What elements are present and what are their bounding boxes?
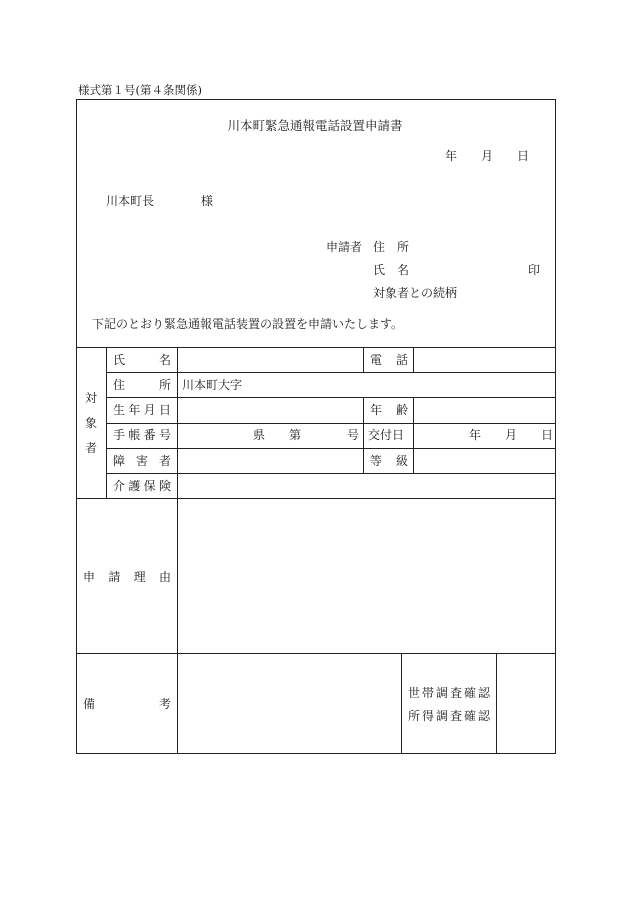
row-rule-4 <box>106 448 556 449</box>
addressee-name: 川本町長 <box>106 194 155 208</box>
income-check-label: 所得調査確認 <box>408 709 493 723</box>
household-check-label: 世帯調査確認 <box>408 686 493 700</box>
row-rule-3 <box>106 423 556 424</box>
mid-label-right-rule <box>413 397 414 473</box>
applicant-label: 申請者 <box>326 240 363 254</box>
subject-age-label: 年 齢 <box>370 403 408 417</box>
subject-address-value: 川本町大字 <box>182 378 243 392</box>
remarks-label: 備 考 <box>83 697 171 711</box>
application-reason-label: 申 請 理 由 <box>83 570 171 584</box>
subject-name-label: 氏 名 <box>113 353 171 367</box>
date-day-label: 日 <box>517 149 530 163</box>
application-statement: 下記のとおり緊急通報電話装置の設置を申請いたします。 <box>92 317 404 331</box>
form-number-label: 様式第１号(第４条関係) <box>78 83 202 97</box>
phone-label-left-rule <box>363 347 364 372</box>
row-rule-5 <box>106 473 556 474</box>
handbook-number-label: 手 帳 番 号 <box>113 428 171 442</box>
form-title: 川本町緊急通報電話設置申請書 <box>227 118 403 133</box>
date-month-label: 月 <box>481 149 494 163</box>
group-column-rule <box>106 347 107 498</box>
addressee-honorific: 様 <box>201 194 214 208</box>
applicant-name-label: 氏 名 <box>373 263 410 277</box>
applicant-relation-label: 対象者との続柄 <box>373 286 458 300</box>
phone-label-right-rule <box>413 347 414 372</box>
label-column-rule <box>177 347 178 754</box>
mid-label-left-rule <box>363 397 364 473</box>
subject-phone-label: 電 話 <box>370 353 408 367</box>
applicant-address-label: 住 所 <box>373 240 410 254</box>
disability-grade-label: 等 級 <box>370 454 408 468</box>
issue-date-day-label: 日 <box>541 428 554 442</box>
seal-mark: 印 <box>528 263 541 277</box>
subject-address-label: 住 所 <box>113 378 171 392</box>
issue-date-month-label: 月 <box>505 428 518 442</box>
reason-bottom-rule <box>76 653 556 654</box>
row-rule-2 <box>106 397 556 398</box>
handbook-prefecture-label: 県 <box>253 428 266 442</box>
care-insurance-label: 介 護 保 険 <box>113 479 171 493</box>
subject-group-label: 対 象 者 <box>84 391 97 455</box>
issue-date-year-label: 年 <box>469 428 482 442</box>
subject-bottom-rule <box>76 498 556 499</box>
row-rule-1 <box>106 372 556 373</box>
handbook-dai-label: 第 <box>289 428 302 442</box>
date-year-label: 年 <box>445 149 458 163</box>
handbook-number-suffix: 号 <box>347 428 360 442</box>
remarks-check-left-rule <box>401 653 402 754</box>
table-top-rule <box>76 347 556 348</box>
issue-date-label: 交付日 <box>368 428 405 442</box>
subject-birthdate-label: 生 年 月 日 <box>113 403 171 417</box>
disability-label: 障 害 者 <box>113 454 171 468</box>
remarks-check-right-rule <box>496 653 497 754</box>
